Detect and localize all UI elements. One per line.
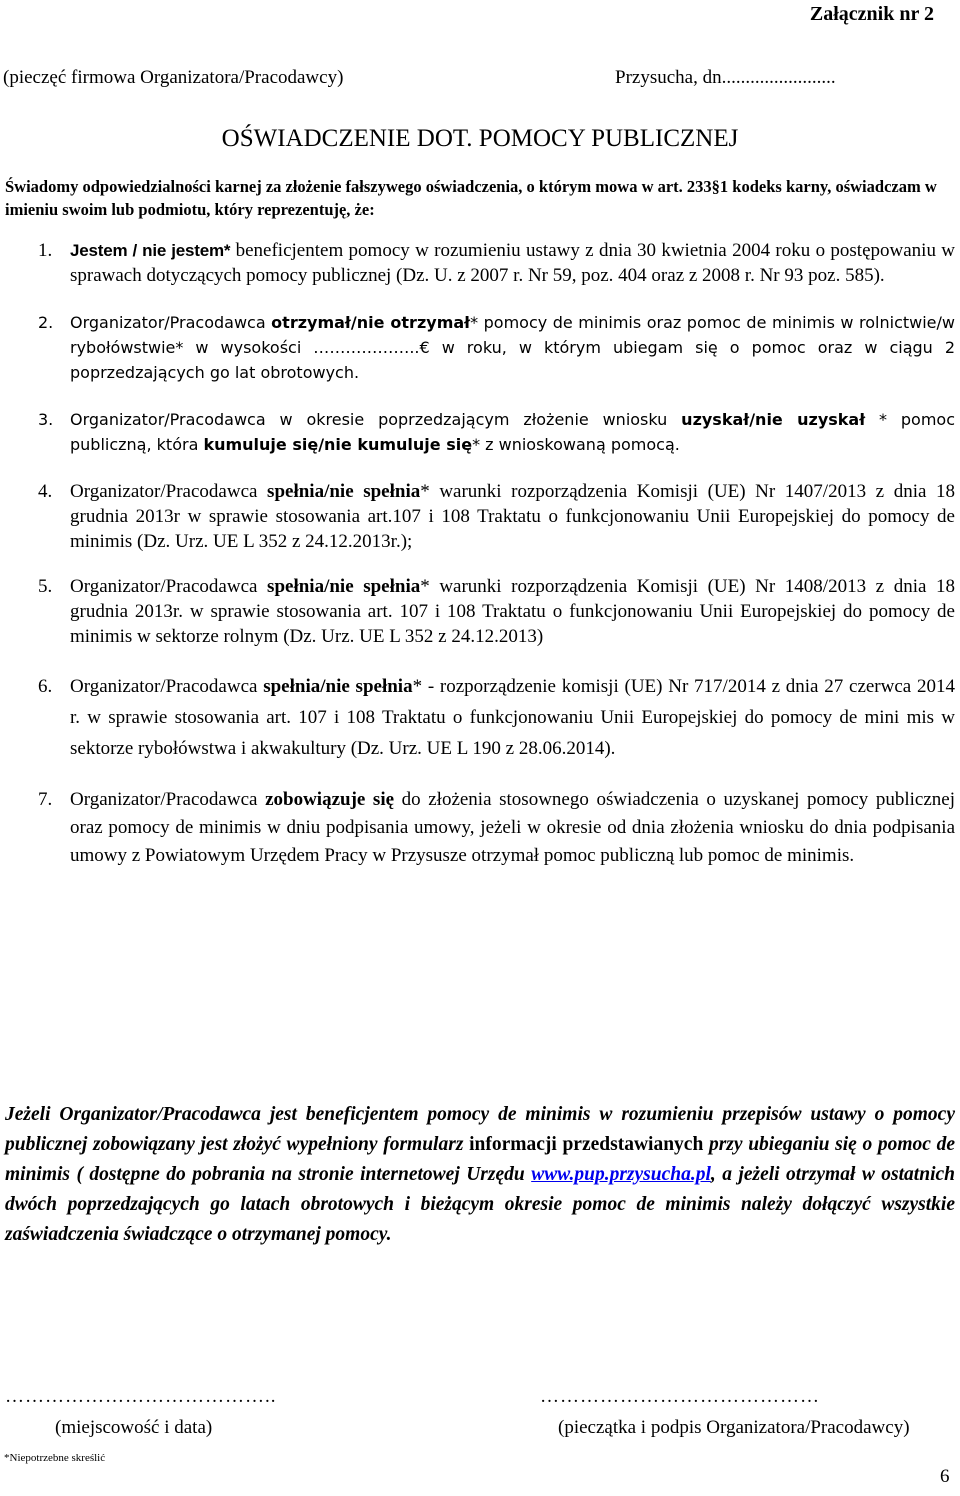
point-1-choice: Jestem / nie jestem* bbox=[70, 241, 231, 260]
point-number: 1. bbox=[38, 240, 53, 261]
point-number: 3. bbox=[38, 410, 54, 429]
final-note-form-name: informacji przedstawianych bbox=[469, 1134, 704, 1155]
place-date-caption: (miejscowość i data) bbox=[55, 1417, 213, 1438]
final-note bbox=[5, 1100, 955, 1250]
point-5 bbox=[5, 574, 955, 649]
point-number: 7. bbox=[38, 789, 53, 810]
declaration-points bbox=[5, 238, 955, 870]
point-5-text-a: Organizator/Pracodawca bbox=[70, 576, 268, 597]
place-date-field: Przysucha, dn........................ bbox=[615, 67, 836, 88]
point-3-choice-a: uzyskał/nie uzyskał bbox=[681, 410, 866, 429]
point-4-text-a: Organizator/Pracodawca bbox=[70, 481, 268, 502]
point-2 bbox=[5, 310, 955, 385]
point-7-text-b: do złożenia stosownego oświadczenia o uzyskanej pomocy publicznej oraz pomocy de minimis w dniu podpisania umowy, jeżeli w okresie od dnia złożenia wniosku do dnia podpisania umowy z Powiatowym Urzędem Pracy w Przysusze otrzymał pomoc publiczną lub pomoc de minimis. bbox=[70, 789, 956, 866]
point-2-choice: otrzymał/nie otrzymał bbox=[271, 313, 471, 332]
point-2-text-b: * pomocy de minimis oraz pomoc de minimis w rolnictwie/w rybołówstwie* w wysokości ………………..€ w roku, w którym ubiegam się o pomoc oraz w ciągu 2 poprzedzających go lat obrotowych. bbox=[70, 313, 956, 382]
point-1 bbox=[5, 238, 955, 288]
point-7-text-a: Organizator/Pracodawca bbox=[70, 789, 266, 810]
preamble: Świadomy odpowiedzialności karnej za złożenie fałszywego oświadczenia, o którym mowa w art. 233§1 kodeks karny, oświadczam w imieniu swoim lub podmiotu, który reprezentuję, że: bbox=[5, 177, 937, 219]
point-5-choice: spełnia/nie spełnia bbox=[267, 576, 421, 597]
point-1-text: beneficjentem pomocy w rozumieniu ustawy z dnia 30 kwietnia 2004 roku o postępowaniu w sprawach dotyczących pomocy publicznej (Dz. U. z 2007 r. Nr 59, poz. 404 oraz z 2008 r. Nr 93 poz. 585). bbox=[70, 240, 955, 286]
company-stamp-label: (pieczęć firmowa Organizatora/Pracodawcy) bbox=[3, 67, 344, 88]
page-number: 6 bbox=[940, 1466, 950, 1487]
final-note-text-b: przy ubieganiu się o pomoc de minimis ( dostępne do pobrania na stronie internetowej Urzędu bbox=[5, 1134, 955, 1185]
point-4-text-b: * warunki rozporządzenia Komisji (UE) Nr 1407/2013 z dnia 18 grudnia 2013r w sprawie stosowania art.107 i 108 Traktatu o funkcjonowaniu Unii Europejskiej do pomocy de minimis (Dz. Urz. UE L 352 z 24.12.2013r.); bbox=[70, 481, 955, 552]
footnote: *Niepotrzebne skreślić bbox=[4, 1452, 106, 1464]
point-6-text-a: Organizator/Pracodawca bbox=[70, 676, 264, 697]
stamp-signature-caption: (pieczątka i podpis Organizatora/Pracodawcy) bbox=[558, 1417, 910, 1438]
office-website-link[interactable]: www.pup.przysucha.pl bbox=[531, 1164, 711, 1185]
point-3 bbox=[5, 407, 955, 457]
final-note-text-c: , a jeżeli otrzymał w ostatnich dwóch poprzedzających go latach obrotowych i bieżącym okresie pomoc de minimis należy dołączyć wszystkie zaświadczenia świadczące o otrzymanej pomocy. bbox=[5, 1164, 955, 1245]
point-6 bbox=[5, 671, 955, 764]
annex-label: Załącznik nr 2 bbox=[809, 3, 934, 25]
stamp-signature-line: …………………………………… bbox=[540, 1386, 820, 1407]
point-number: 2. bbox=[38, 313, 54, 332]
point-3-text-c: * z wnioskowaną pomocą. bbox=[472, 435, 680, 454]
point-6-text-b: * - rozporządzenie komisji (UE) Nr 717/2014 z dnia 27 czerwca 2014 r. w sprawie stosowania art. 107 i 108 Traktatu o funkcjonowaniu Unii Europejskiej do pomocy de mini mis w sektorze rybołówstwa i akwakultury (Dz. Urz. UE L 190 z 28.06.2014). bbox=[70, 676, 955, 759]
point-2-text-a: Organizator/Pracodawca bbox=[70, 313, 272, 332]
place-date-signature-line: ………………………………….. bbox=[5, 1386, 277, 1407]
final-note-text-a: Jeżeli Organizator/Pracodawca jest beneficjentem pomocy de minimis w rozumieniu przepisów ustawy o pomocy publicznej zobowiązany jest złożyć wypełniony formularz bbox=[5, 1104, 955, 1155]
point-number: 4. bbox=[38, 481, 53, 502]
point-number: 6. bbox=[38, 676, 53, 697]
point-7-choice: zobowiązuje się bbox=[265, 789, 395, 810]
point-5-text-b: * warunki rozporządzenia Komisji (UE) Nr 1408/2013 z dnia 18 grudnia 2013r. w sprawie stosowania art. 107 i 108 Traktatu o funkcjonowaniu Unii Europejskiej do pomocy de minimis w sektorze rolnym (Dz. Urz. UE L 352 z 24.12.2013) bbox=[70, 576, 955, 647]
document-title: OŚWIADCZENIE DOT. POMOCY PUBLICZNEJ bbox=[221, 125, 739, 152]
point-3-choice-b: kumuluje się/nie kumuluje się bbox=[203, 435, 473, 454]
point-6-choice: spełnia/nie spełnia bbox=[263, 676, 413, 697]
point-4 bbox=[5, 479, 955, 554]
point-number: 5. bbox=[38, 576, 53, 597]
point-4-choice: spełnia/nie spełnia bbox=[267, 481, 421, 502]
point-3-text-b: * pomoc publiczną, która bbox=[70, 410, 955, 454]
point-3-text-a: Organizator/Pracodawca w okresie poprzedzającym złożenie wniosku bbox=[70, 410, 682, 429]
point-7 bbox=[5, 786, 955, 870]
